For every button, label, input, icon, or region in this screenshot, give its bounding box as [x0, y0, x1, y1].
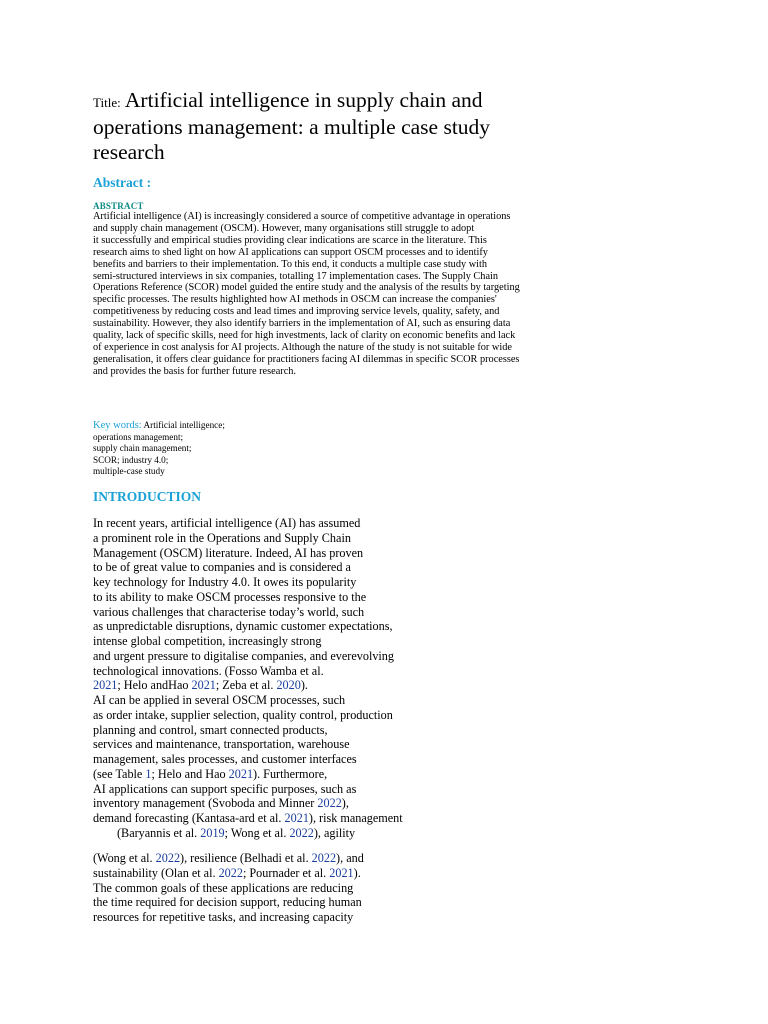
reference-link[interactable]: 2022 [289, 825, 314, 840]
introduction-paragraph-continued [93, 851, 473, 925]
body-text: ; Wong et al. [224, 825, 290, 840]
body-text: (Baryannis et al. [117, 825, 201, 840]
abstract-line: benefits and barriers to their implementation. To this end, it conducts a multiple case study with [93, 258, 488, 270]
body-text: ), agility [313, 825, 356, 840]
body-text: (Wong et al. [93, 851, 156, 865]
abstract-line: generalisation, it offers clear guidance for practitioners facing AI dilemmas in specific SCOR processes [93, 353, 520, 365]
body-text: ; Pournader et al. [242, 865, 330, 880]
abstract-line: competitiveness by reducing costs and lead times and improving service levels, quality, safety, and [93, 306, 500, 318]
abstract-label: ABSTRACT [93, 201, 144, 211]
body-line: AI applications can support specific purposes, such as [93, 781, 357, 796]
body-line: The common goals of these applications are reducing [93, 880, 354, 895]
body-line [93, 811, 473, 826]
abstract-line: research aims to shed light on how AI applications can support OSCM processes and to identify [93, 246, 488, 258]
body-line: as order intake, supplier selection, quality control, production [93, 707, 393, 722]
abstract-line: and supply chain management (OSCM). However, many organisations still struggle to adopt [93, 222, 475, 234]
reference-link[interactable]: 2022 [311, 851, 337, 865]
body-text: (see Table [93, 766, 146, 781]
body-text: ), resilience (Belhadi et al. [180, 851, 312, 865]
body-text: ), risk management [308, 811, 403, 825]
body-text: ). [353, 865, 361, 880]
body-text: ; Helo andHao [117, 678, 192, 693]
abstract-line: semi-structured interviews in six companies, totalling 17 implementation cases. The Supply Chain [93, 270, 499, 282]
body-line [93, 851, 473, 866]
abstract-line: of experience in cost analysis for AI projects. Although the nature of the study is not suitable for wide [93, 341, 512, 353]
body-line: technological innovations. (Fosso Wamba et al. [93, 663, 324, 678]
reference-link[interactable]: 2021 [191, 678, 216, 693]
document-title [93, 88, 563, 165]
body-line [93, 826, 473, 841]
body-line: Management (OSCM) literature. Indeed, AI has proven [93, 545, 364, 560]
abstract-body [93, 211, 583, 378]
body-line: to be of great value to companies and is considered a [93, 560, 351, 575]
body-line: to its ability to make OSCM processes responsive to the [93, 589, 367, 604]
body-text: ). Furthermore, [253, 766, 328, 781]
reference-link[interactable]: 2020 [276, 678, 301, 693]
title-line: research [93, 140, 165, 164]
body-line: In recent years, artificial intelligence (AI) has assumed [93, 516, 361, 530]
reference-link[interactable]: 2021 [93, 678, 118, 693]
body-line: planning and control, smart connected products, [93, 722, 328, 737]
body-line: resources for repetitive tasks, and increasing capacity [93, 910, 354, 924]
abstract-line: quality, lack of specific skills, need for high investments, lack of clarity on economic benefits and lack [93, 330, 516, 342]
body-line: and urgent pressure to digitalise companies, and everevolving [93, 648, 394, 663]
keywords-first-line [93, 420, 225, 432]
body-text: ). [300, 678, 308, 693]
body-text: sustainability (Olan et al. [93, 865, 219, 880]
keyword: multiple-case study [93, 466, 165, 477]
title-prefix: Title: [93, 95, 121, 110]
body-line: services and maintenance, transportation, warehouse [93, 737, 350, 752]
abstract-line: specific processes. The results highlighted how AI methods in OSCM can increase the companies' [93, 294, 497, 306]
abstract-line: Artificial intelligence (AI) is increasingly considered a source of competitive advantage in operations [93, 211, 511, 222]
body-line: intense global competition, increasingly strong [93, 634, 322, 648]
body-line: the time required for decision support, reducing human [93, 895, 362, 910]
title-line: operations management: a multiple case study [93, 115, 491, 139]
reference-link[interactable]: 2021 [228, 766, 254, 781]
body-line [93, 796, 473, 811]
table-reference-link[interactable]: 1 [145, 766, 152, 781]
body-text: ; Zeba et al. [215, 678, 277, 693]
body-line: key technology for Industry 4.0. It owes its popularity [93, 575, 357, 589]
body-line [93, 866, 473, 881]
introduction-paragraph [93, 516, 473, 841]
abstract-heading: Abstract : [93, 175, 152, 190]
abstract-line: sustainability. However, they also identify barriers in the implementation of AI, such as ensuring data [93, 318, 511, 330]
body-text: ), [341, 796, 349, 811]
title-line: Artificial intelligence in supply chain and [124, 88, 483, 112]
reference-link[interactable]: 2022 [317, 796, 342, 811]
body-line: various challenges that characterise today’s world, such [93, 604, 365, 619]
reference-link[interactable]: 2019 [200, 825, 225, 840]
keyword: supply chain management; [93, 443, 192, 454]
body-text: inventory management (Svoboda and Minner [93, 796, 318, 811]
keyword: Artificial intelligence; [143, 420, 225, 430]
body-line: management, sales processes, and customer interfaces [93, 752, 357, 766]
body-line: AI can be applied in several OSCM processes, such [93, 693, 346, 707]
abstract-line: Operations Reference (SCOR) model guided the entire study and the analysis of the results by targeting [93, 282, 520, 294]
body-line: a prominent role in the Operations and Supply Chain [93, 530, 351, 545]
keywords-label: Key words: [93, 420, 142, 431]
abstract-line: and provides the basis for further future research. [93, 365, 296, 377]
reference-link[interactable]: 2022 [218, 865, 243, 880]
body-text: demand forecasting (Kantasa-ard et al. [93, 811, 285, 825]
keyword: SCOR; industry 4.0; [93, 454, 169, 465]
reference-link[interactable]: 2021 [284, 811, 309, 825]
body-line [93, 678, 473, 693]
introduction-heading: INTRODUCTION [93, 489, 202, 504]
body-text: ; Helo and Hao [151, 766, 229, 781]
abstract-line: it successfully and empirical studies providing clear indications are scarce in the literature. This [93, 234, 487, 246]
reference-link[interactable]: 2021 [329, 865, 354, 880]
keyword: operations management; [93, 431, 184, 442]
body-line [93, 767, 473, 782]
body-text: ), and [336, 851, 364, 865]
keywords [93, 420, 225, 478]
body-line: as unpredictable disruptions, dynamic customer expectations, [93, 619, 393, 634]
reference-link[interactable]: 2022 [155, 851, 181, 865]
